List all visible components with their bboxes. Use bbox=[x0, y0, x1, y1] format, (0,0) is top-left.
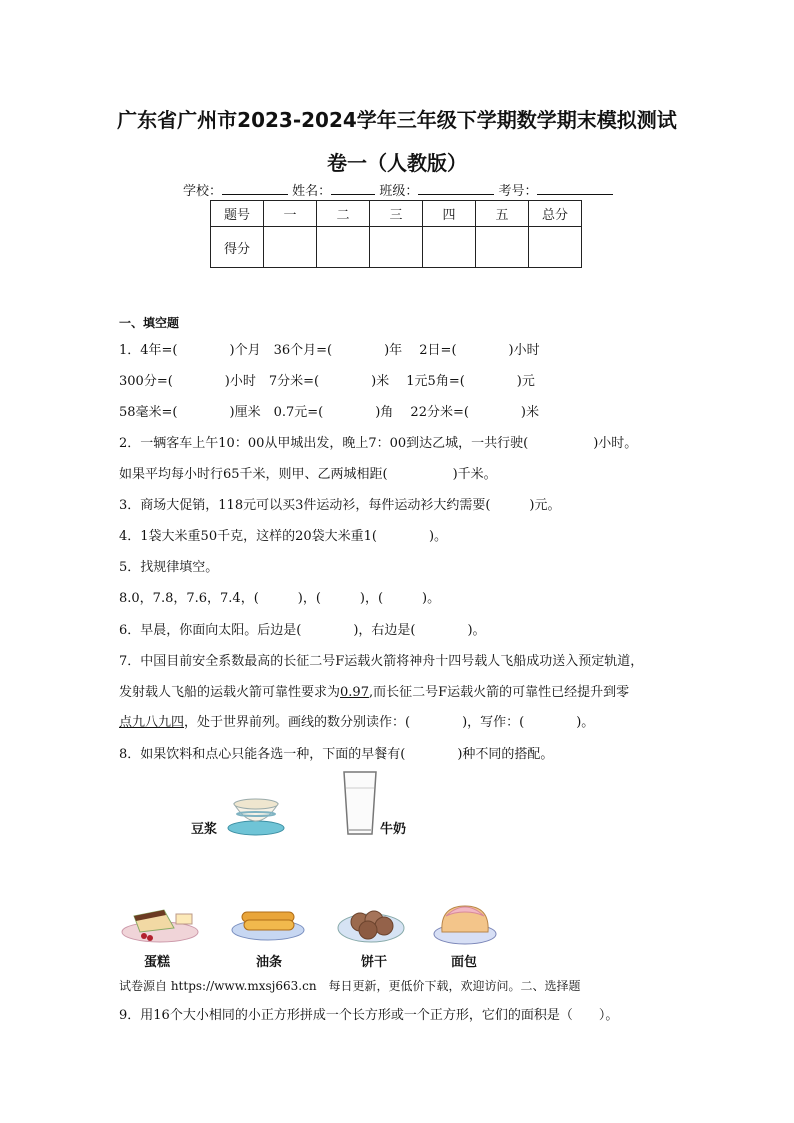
name-label: 姓名： bbox=[292, 184, 332, 199]
score-cell[interactable] bbox=[476, 227, 529, 268]
name-blank[interactable] bbox=[331, 182, 375, 195]
class-blank[interactable] bbox=[418, 182, 494, 195]
snack-label: 面包 bbox=[451, 955, 478, 970]
number-label: 考号： bbox=[498, 184, 538, 199]
underlined-number-words: 点九八九四 bbox=[119, 715, 185, 730]
question-2-line-1: 2．一辆客车上午10：00从甲城出发，晚上7：00到达乙城，一共行驶( )小时。 bbox=[119, 436, 638, 451]
underlined-number: 0.97 bbox=[340, 685, 369, 700]
score-header: 三 bbox=[370, 201, 423, 227]
question-1-line-1: 1．4年=( )个月 36个月=( )年 2日=( )小时 bbox=[119, 343, 540, 358]
school-blank[interactable] bbox=[222, 182, 288, 195]
score-cell[interactable] bbox=[317, 227, 370, 268]
question-1-line-2: 300分=( )小时 7分米=( )米 1元5角=( )元 bbox=[119, 374, 535, 389]
score-header: 四 bbox=[423, 201, 476, 227]
question-7-line-3: 点九八九四，处于世界前列。画线的数分别读作：( )，写作：( )。 bbox=[119, 715, 595, 730]
cake-image bbox=[120, 902, 200, 944]
question-7-line-1: 7．中国目前安全系数最高的长征二号F运载火箭将神舟十四号载人飞船成功送入预定轨道， bbox=[119, 654, 644, 669]
snack-label: 饼干 bbox=[361, 955, 388, 970]
question-2-line-2: 如果平均每小时行65千米，则甲、乙两城相距( )千米。 bbox=[119, 467, 497, 482]
score-cell[interactable] bbox=[529, 227, 582, 268]
school-label: 学校： bbox=[183, 184, 223, 199]
score-cell[interactable] bbox=[370, 227, 423, 268]
snack-label: 油条 bbox=[256, 955, 283, 970]
score-header: 五 bbox=[476, 201, 529, 227]
snack-label: 蛋糕 bbox=[144, 955, 171, 970]
score-header: 题号 bbox=[211, 201, 264, 227]
exam-subtitle: 卷一（人教版） bbox=[327, 151, 467, 175]
question-7-line-2: 发射载人飞船的运载火箭可靠性要求为0.97,而长征二号F运载火箭的可靠性已经提升到零 bbox=[119, 685, 630, 700]
student-info-line bbox=[183, 180, 613, 199]
score-header: 一 bbox=[264, 201, 317, 227]
score-row-label: 得分 bbox=[211, 227, 264, 268]
drink-label: 豆浆 bbox=[191, 822, 218, 837]
question-5-sequence: 8.0，7.8，7.6，7.4，( )，( )，( )。 bbox=[119, 591, 441, 606]
question-5-prompt: 5．找规律填空。 bbox=[119, 560, 219, 575]
milk-glass-image bbox=[340, 768, 380, 838]
youtiao-image bbox=[230, 904, 306, 942]
source-footer: 试卷源自 https://www.mxsj663.cn 每日更新，更低价下载，欢迎访问。二、选择题 bbox=[119, 979, 581, 993]
question-4: 4．1袋大米重50千克，这样的20袋大米重1( )。 bbox=[119, 529, 448, 544]
question-6: 6．早晨，你面向太阳。后边是( )，右边是( )。 bbox=[119, 623, 486, 638]
score-cell[interactable] bbox=[264, 227, 317, 268]
bread-image bbox=[432, 898, 498, 946]
section-heading-fill: 一、填空题 bbox=[119, 316, 180, 330]
number-blank[interactable] bbox=[537, 182, 613, 195]
score-table bbox=[210, 200, 582, 268]
biscuit-plate-image bbox=[336, 902, 406, 944]
question-9: 9．用16个大小相同的小正方形拼成一个长方形或一个正方形，它们的面积是（ ）。 bbox=[119, 1008, 619, 1023]
question-8: 8．如果饮料和点心只能各选一种，下面的早餐有( )种不同的搭配。 bbox=[119, 747, 554, 762]
score-header: 总分 bbox=[529, 201, 582, 227]
score-cell[interactable] bbox=[423, 227, 476, 268]
score-header: 二 bbox=[317, 201, 370, 227]
exam-title: 广东省广州市2023-2024学年三年级下学期数学期末模拟测试 bbox=[117, 108, 677, 132]
question-1-line-3: 58毫米=( )厘米 0.7元=( )角 22分米=( )米 bbox=[119, 405, 539, 420]
soy-milk-bowl-image bbox=[226, 792, 286, 838]
drink-label: 牛奶 bbox=[380, 822, 407, 837]
question-3: 3．商场大促销，118元可以买3件运动衫，每件运动衫大约需要( )元。 bbox=[119, 498, 561, 513]
class-label: 班级： bbox=[379, 184, 419, 199]
